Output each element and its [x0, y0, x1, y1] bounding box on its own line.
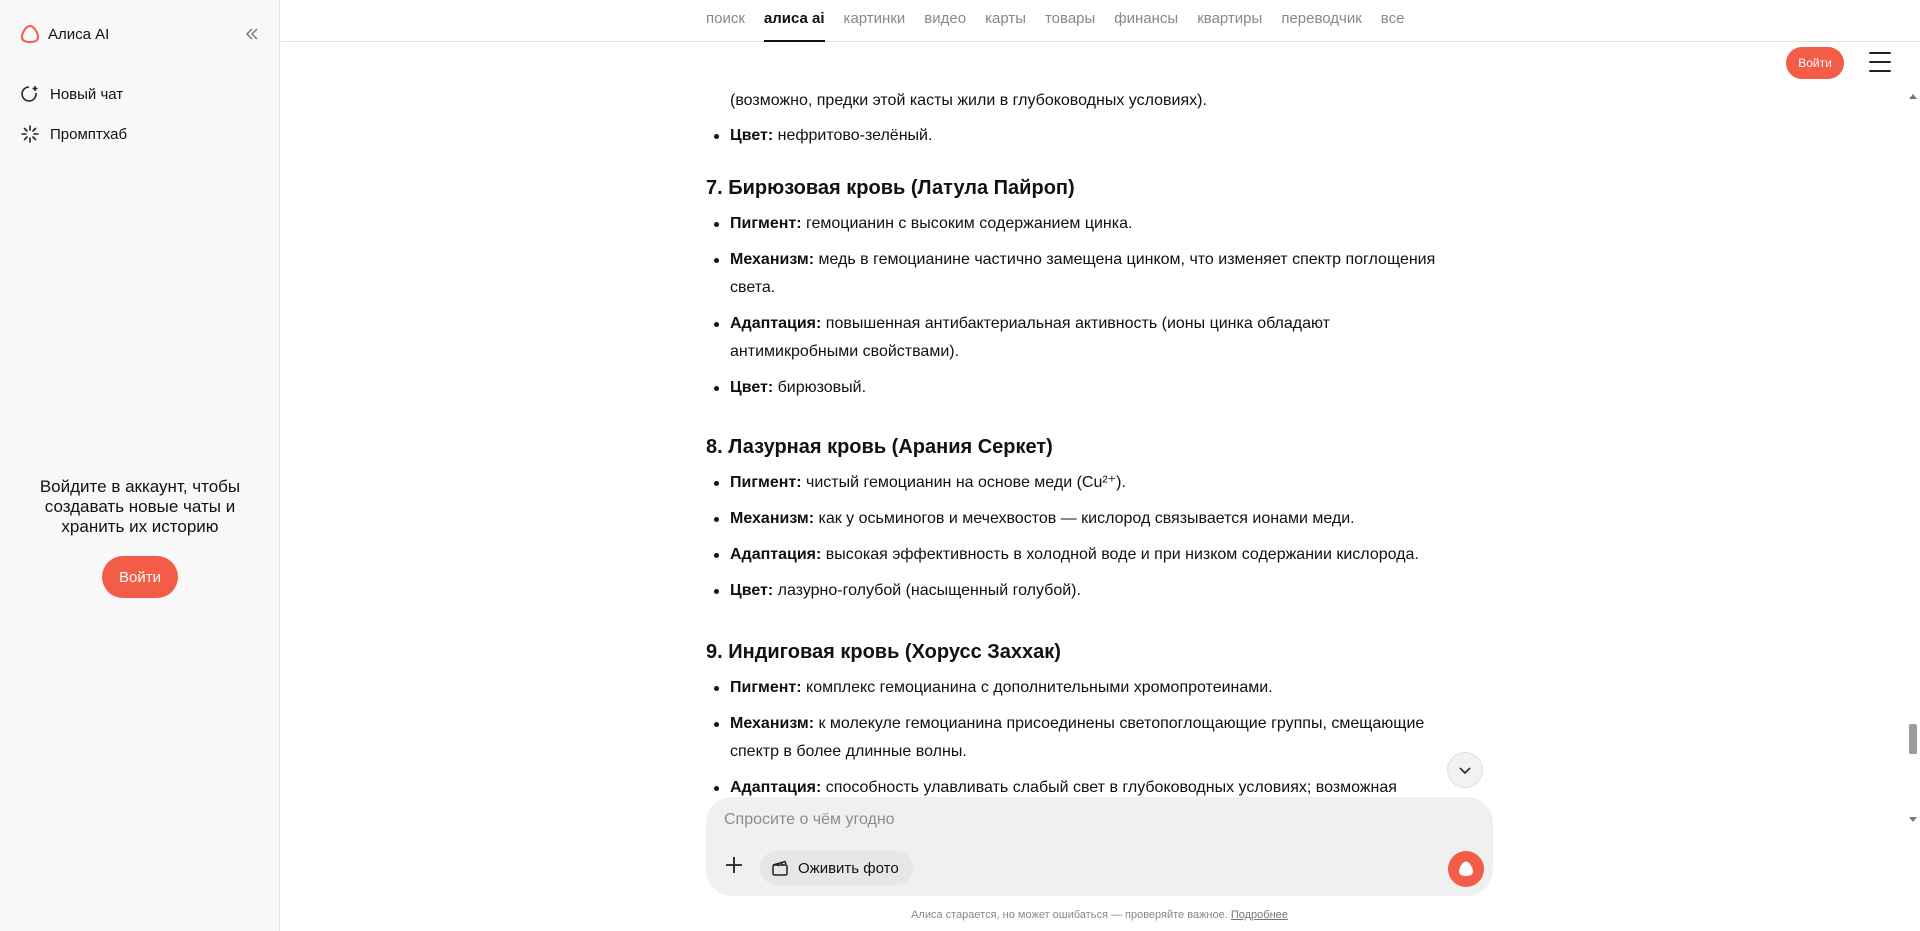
section-list: [706, 210, 1446, 402]
section-azure: [706, 433, 1446, 605]
tab-maps[interactable]: карты: [985, 10, 1026, 27]
scroll-down-arrow-icon[interactable]: [1909, 817, 1917, 822]
message-composer: [706, 797, 1493, 896]
tab-all[interactable]: все: [1380, 10, 1405, 27]
brand-title: Алиса AI: [48, 25, 110, 43]
list-item: [706, 122, 1446, 150]
sidebar-item-new-chat[interactable]: [20, 74, 127, 114]
clapperboard-icon: [770, 858, 790, 878]
list-item: [706, 710, 1446, 766]
item-label: Пигмент:: [730, 679, 802, 696]
section-list: [706, 674, 1446, 802]
list-item: [706, 505, 1446, 533]
section-heading: 7. Бирюзовая кровь (Латула Пайроп): [706, 177, 1075, 199]
list-item: [706, 210, 1446, 238]
tab-search[interactable]: поиск: [706, 10, 745, 27]
item-text: высокая эффективность в холодной воде и при низком содержании кислорода.: [821, 546, 1419, 563]
disclaimer-text: Алиса старается, но может ошибаться — проверяйте важное.: [911, 909, 1228, 921]
header-login-button[interactable]: Войти: [1786, 47, 1844, 79]
item-text: повышенная антибактериальная активность (ионы цинка обладают антимикробными свойствами).: [730, 315, 1330, 360]
chevron-down-icon: [1457, 762, 1473, 778]
item-label: Цвет:: [730, 582, 774, 599]
item-text: бирюзовый.: [773, 379, 867, 396]
sparkle-icon: [20, 124, 40, 144]
chat-answer: [706, 42, 1446, 802]
tab-video[interactable]: видео: [924, 10, 967, 27]
login-promo-text: Войдите в аккаунт, чтобы создавать новые чаты и хранить их историю: [39, 477, 241, 536]
tab-realty[interactable]: квартиры: [1197, 10, 1263, 27]
list-item: [706, 374, 1446, 402]
item-text: способность улавливать слабый свет в глубоководных условиях; возможная: [821, 779, 1397, 796]
service-tabs: [706, 0, 1404, 42]
section-list: [706, 469, 1446, 605]
item-label: Адаптация:: [730, 779, 822, 796]
sidebar-item-prompthub[interactable]: [20, 114, 127, 154]
item-label: Адаптация:: [730, 546, 822, 563]
section-heading: 8. Лазурная кровь (Арания Серкет): [706, 436, 1053, 458]
sidebar-nav: [20, 74, 127, 154]
list-item: [706, 577, 1446, 605]
sidebar-item-label: Промптхаб: [50, 125, 128, 143]
sidebar-login-button[interactable]: Войти: [102, 556, 178, 598]
tab-images[interactable]: картинки: [843, 10, 906, 27]
scroll-up-arrow-icon[interactable]: [1909, 94, 1917, 99]
disclaimer: [706, 909, 1493, 921]
list-item: [706, 246, 1446, 302]
list-item: [706, 541, 1446, 569]
list-item: [706, 469, 1446, 497]
tab-alice-ai[interactable]: алиса ai: [764, 0, 825, 42]
list-item: [706, 674, 1446, 702]
top-nav: [281, 0, 1920, 42]
tab-translator[interactable]: переводчик: [1281, 10, 1362, 27]
scroll-to-bottom-button[interactable]: [1447, 752, 1483, 788]
item-text: гемоцианин с высоким содержанием цинка.: [801, 215, 1133, 232]
animate-photo-button[interactable]: [760, 851, 913, 885]
item-label: Механизм:: [730, 715, 815, 732]
item-text: нефритово-зелёный.: [773, 127, 933, 144]
section-turquoise: [706, 174, 1446, 402]
alice-logo-icon: [20, 24, 40, 44]
tab-goods[interactable]: товары: [1044, 10, 1096, 27]
item-text: комплекс гемоцианина с дополнительными хромопротеинами.: [801, 679, 1273, 696]
content-scrollbar[interactable]: [1906, 92, 1920, 824]
item-label: Цвет:: [730, 127, 774, 144]
item-label: Пигмент:: [730, 215, 802, 232]
item-label: Механизм:: [730, 251, 815, 268]
animate-photo-label: Оживить фото: [798, 859, 899, 877]
list-item: [706, 310, 1446, 366]
sidebar-item-label: Новый чат: [50, 85, 124, 103]
continued-paragraph: (возможно, предки этой касты жили в глубоководных условиях).: [730, 92, 1207, 109]
send-button[interactable]: [1448, 851, 1484, 887]
tab-finance[interactable]: финансы: [1114, 10, 1179, 27]
alice-send-icon: [1456, 859, 1476, 879]
item-label: Механизм:: [730, 510, 815, 527]
menu-icon[interactable]: [1869, 52, 1891, 72]
item-label: Адаптация:: [730, 315, 822, 332]
collapse-sidebar-icon[interactable]: [242, 24, 262, 44]
item-label: Цвет:: [730, 379, 774, 396]
sidebar: [0, 0, 280, 931]
scrollbar-thumb[interactable]: [1909, 724, 1917, 754]
item-text: лазурно-голубой (насыщенный голубой).: [773, 582, 1081, 599]
item-label: Пигмент:: [730, 474, 802, 491]
continued-list: [706, 122, 1446, 150]
new-chat-icon: [20, 84, 40, 104]
item-text: как у осьминогов и мечехвостов — кислород связывается ионами меди.: [814, 510, 1355, 527]
learn-more-link[interactable]: Подробнее: [1230, 909, 1288, 921]
section-indigo: [706, 638, 1446, 802]
item-text: чистый гемоцианин на основе меди (Cu²⁺).: [801, 474, 1126, 491]
item-text: медь в гемоцианине частично замещена цинком, что изменяет спектр поглощения света.: [730, 251, 1436, 296]
item-text: к молекуле гемоцианина присоединены светопоглощающие группы, смещающие спектр в более длинные волны.: [730, 715, 1425, 760]
attach-plus-icon[interactable]: [722, 853, 746, 877]
message-input[interactable]: [724, 809, 1424, 831]
answer-continuation: [730, 87, 1207, 115]
brand[interactable]: [20, 24, 109, 44]
section-heading: 9. Индиговая кровь (Хорусс Заххак): [706, 641, 1061, 663]
